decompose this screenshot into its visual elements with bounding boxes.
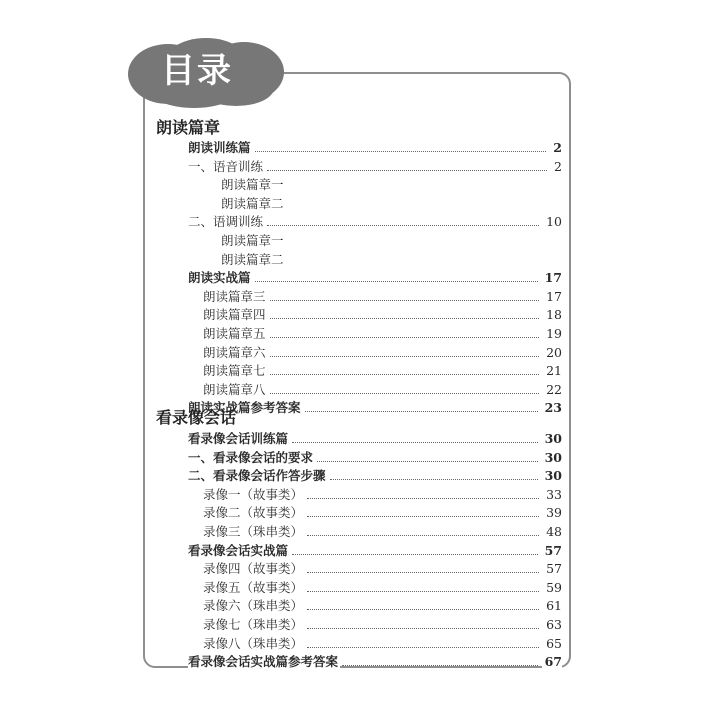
toc-entry-label: 朗读篇章二 bbox=[221, 195, 284, 211]
dot-leader bbox=[270, 337, 540, 338]
dot-leader bbox=[270, 393, 540, 394]
toc-entry[interactable] bbox=[203, 579, 562, 597]
toc-entry[interactable] bbox=[188, 430, 562, 448]
toc-entry-label: 二、看录像会话作答步骤 bbox=[188, 468, 326, 484]
dot-leader bbox=[307, 572, 539, 573]
toc-page-number: 30 bbox=[542, 449, 562, 467]
dot-leader bbox=[307, 609, 539, 610]
toc-entry-label: 朗读篇章六 bbox=[203, 344, 266, 360]
toc-entry-label: 录像六（珠串类） bbox=[203, 598, 304, 614]
toc-page-number: 59 bbox=[543, 579, 562, 597]
toc-entry-label: 朗读篇章一 bbox=[221, 233, 284, 248]
toc-page-number: 33 bbox=[543, 486, 562, 504]
toc-page-number: 17 bbox=[542, 269, 562, 287]
toc-entry-label: 录像四（故事类） bbox=[203, 561, 304, 577]
dot-leader bbox=[307, 498, 539, 499]
toc-entry-label: 录像三（珠串类） bbox=[203, 524, 304, 539]
dot-leader bbox=[307, 535, 539, 536]
toc-page-number: 48 bbox=[543, 523, 562, 541]
dot-leader bbox=[317, 461, 538, 462]
toc-page-number: 17 bbox=[543, 288, 562, 306]
toc-entry-label: 朗读篇章一 bbox=[221, 177, 284, 193]
toc-entry[interactable] bbox=[203, 523, 562, 541]
toc-entry[interactable] bbox=[221, 195, 562, 213]
toc-entry[interactable] bbox=[203, 288, 562, 306]
toc-page-number: 61 bbox=[543, 597, 562, 615]
toc-entry[interactable] bbox=[221, 251, 562, 269]
toc-entry[interactable] bbox=[188, 467, 562, 485]
page-title: 目录 bbox=[161, 51, 233, 91]
toc-entry-label: 朗读篇章二 bbox=[221, 251, 284, 267]
toc-entry-label: 朗读实战篇参考答案 bbox=[188, 400, 301, 416]
toc-entry[interactable] bbox=[203, 306, 562, 324]
dot-leader bbox=[292, 442, 538, 443]
toc-page-number: 2 bbox=[550, 139, 562, 157]
toc-entry[interactable] bbox=[188, 213, 562, 231]
dot-leader bbox=[270, 318, 540, 319]
toc-entry-label: 录像五（故事类） bbox=[203, 579, 304, 595]
dot-leader bbox=[307, 591, 539, 592]
toc-entry-label: 看录像会话实战篇参考答案 bbox=[188, 654, 339, 670]
toc-entry[interactable] bbox=[188, 653, 562, 671]
dot-leader bbox=[270, 300, 540, 301]
toc-entry[interactable] bbox=[203, 381, 562, 399]
toc-entry[interactable] bbox=[203, 344, 562, 362]
toc-entry-label: 朗读训练篇 bbox=[188, 140, 251, 155]
dot-leader bbox=[255, 281, 538, 282]
toc-entry[interactable] bbox=[221, 232, 562, 250]
toc-entry-label: 二、语调训练 bbox=[188, 214, 264, 230]
toc-entry[interactable] bbox=[203, 635, 562, 653]
toc-page-number: 23 bbox=[542, 399, 562, 417]
toc-entry-label: 一、语音训练 bbox=[188, 158, 264, 174]
toc-entry[interactable] bbox=[188, 399, 562, 417]
toc-entry[interactable] bbox=[188, 139, 562, 157]
toc-page-number: 10 bbox=[543, 213, 562, 231]
dot-leader bbox=[342, 665, 538, 666]
toc-entry-label: 录像二（故事类） bbox=[203, 505, 304, 521]
section-heading: 朗读篇章 bbox=[156, 118, 221, 137]
toc-page-number: 18 bbox=[543, 306, 562, 324]
toc-entry[interactable] bbox=[203, 486, 562, 504]
dot-leader bbox=[330, 479, 538, 480]
dot-leader bbox=[305, 411, 538, 412]
dot-leader bbox=[267, 225, 539, 226]
toc-entry-label: 朗读实战篇 bbox=[188, 270, 251, 286]
toc-page-number: 30 bbox=[542, 467, 562, 485]
toc-entry-label: 朗读篇章三 bbox=[203, 288, 266, 304]
toc-page-number: 63 bbox=[543, 616, 562, 634]
toc-entry-label: 录像一（故事类） bbox=[203, 486, 304, 502]
toc-entry-label: 录像七（珠串类） bbox=[203, 617, 304, 632]
toc-entry-label: 朗读篇章八 bbox=[203, 381, 266, 397]
toc-page-number: 22 bbox=[543, 381, 562, 399]
toc-page-number: 65 bbox=[543, 635, 562, 653]
dot-leader bbox=[267, 170, 547, 171]
toc-entry[interactable] bbox=[188, 542, 562, 560]
dot-leader bbox=[307, 516, 539, 517]
toc-entry[interactable] bbox=[188, 269, 562, 287]
toc-entry-label: 看录像会话训练篇 bbox=[188, 431, 289, 446]
toc-page-number: 19 bbox=[543, 325, 562, 343]
toc-page-number: 21 bbox=[543, 362, 562, 380]
dot-leader bbox=[270, 374, 540, 375]
toc-entry[interactable] bbox=[188, 158, 562, 176]
dot-leader bbox=[307, 647, 539, 648]
toc-page-number: 39 bbox=[543, 504, 562, 522]
dot-leader bbox=[255, 151, 547, 152]
toc-page-number: 57 bbox=[543, 560, 562, 578]
toc-page-number: 20 bbox=[543, 344, 562, 362]
section-heading: 看录像会话 bbox=[156, 408, 237, 427]
toc-entry[interactable] bbox=[203, 325, 562, 343]
toc-entry-label: 朗读篇章五 bbox=[203, 326, 266, 341]
toc-entry[interactable] bbox=[203, 362, 562, 380]
toc-entry[interactable] bbox=[203, 597, 562, 615]
toc-entry-label: 看录像会话实战篇 bbox=[188, 542, 289, 558]
dot-leader bbox=[270, 356, 540, 357]
toc-entry-label: 录像八（珠串类） bbox=[203, 635, 304, 651]
toc-entry[interactable] bbox=[203, 616, 562, 634]
toc-entry[interactable] bbox=[188, 449, 562, 467]
toc-entry-label: 一、看录像会话的要求 bbox=[188, 449, 314, 465]
dot-leader bbox=[292, 554, 538, 555]
toc-page-number: 30 bbox=[542, 430, 562, 448]
toc-page-number: 67 bbox=[542, 653, 562, 671]
toc-entry-label: 朗读篇章四 bbox=[203, 307, 266, 323]
toc-page-number: 2 bbox=[551, 158, 562, 176]
toc-entry[interactable] bbox=[221, 176, 562, 194]
toc-entry[interactable] bbox=[203, 504, 562, 522]
toc-entry-label: 朗读篇章七 bbox=[203, 363, 266, 379]
toc-page-number: 57 bbox=[542, 542, 562, 560]
dot-leader bbox=[307, 628, 539, 629]
toc-entry[interactable] bbox=[203, 560, 562, 578]
